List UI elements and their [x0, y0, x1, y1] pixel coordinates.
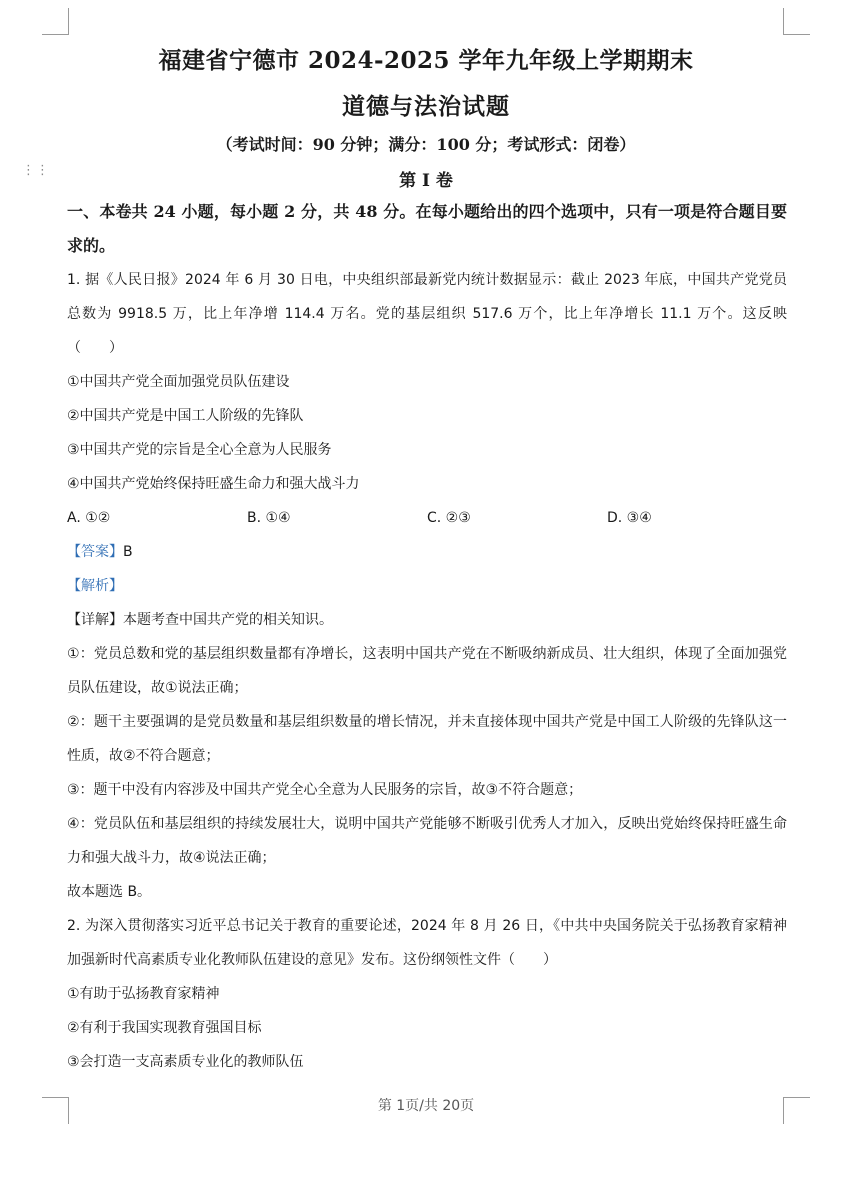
q1-statement-2: ②中国共产党是中国工人阶级的先锋队 [67, 408, 304, 424]
q1-option-c: C. ②③ [427, 510, 471, 526]
volume-heading: 第 I 卷 [399, 171, 453, 191]
q1-conclusion: 故本题选 B。 [67, 884, 152, 900]
crop-mark-top-right [783, 8, 810, 35]
q2-statement-1: ①有助于弘扬教育家精神 [67, 986, 220, 1002]
q1-statement-1: ①中国共产党全面加强党员队伍建设 [67, 374, 290, 390]
question-1-stem: 1. 据《人民日报》2024 年 6 月 30 日电，中央组织部最新党内统计数据显示：截止 2023 年底，中国共产党党员总数为 9918.5 万，比上年净增 114.4 万名。党的基层组织 517.6 万个，比上年净增长 11.1 万个。这反映（ ） [67, 272, 787, 356]
answer-tag: 【答案】 [67, 544, 123, 560]
q2-statement-3: ③会打造一支高素质专业化的教师队伍 [67, 1054, 304, 1070]
q1-statement-4: ④中国共产党始终保持旺盛生命力和强大战斗力 [67, 476, 360, 492]
detail-tag: 【详解】 [67, 612, 123, 628]
detail-intro: 本题考查中国共产党的相关知识。 [123, 612, 333, 628]
q1-options [67, 501, 787, 535]
page-title: 福建省宁德市 2024-2025 学年九年级上学期期末 [158, 47, 694, 74]
q1-detail [67, 603, 787, 637]
q1-option-d: D. ③④ [607, 510, 652, 526]
drag-handle-icon[interactable]: ⋮⋮ [22, 163, 50, 178]
q1-option-a: A. ①② [67, 510, 111, 526]
analysis-tag: 【解析】 [67, 578, 123, 594]
question-2-stem: 2. 为深入贯彻落实习近平总书记关于教育的重要论述，2024 年 8 月 26 日，《中共中央国务院关于弘扬教育家精神加强新时代高素质专业化教师队伍建设的意见》发布。这份纲领性文件（ ） [67, 918, 787, 968]
q1-analysis [67, 569, 787, 603]
q2-statement-2: ②有利于我国实现教育强国目标 [67, 1020, 262, 1036]
document-body [67, 195, 787, 1079]
q1-explanation-2: ②：题干主要强调的是党员数量和基层组织数量的增长情况，并未直接体现中国共产党是中国工人阶级的先锋队这一性质，故②不符合题意； [67, 714, 787, 764]
answer-value: B [123, 544, 133, 560]
exam-info: （考试时间：90 分钟；满分：100 分；考试形式：闭卷） [216, 135, 636, 154]
q1-statement-3: ③中国共产党的宗旨是全心全意为人民服务 [67, 442, 332, 458]
q1-option-b: B. ①④ [247, 510, 291, 526]
crop-mark-top-left [42, 8, 69, 35]
q1-explanation-4: ④：党员队伍和基层组织的持续发展壮大，说明中国共产党能够不断吸引优秀人才加入，反映出党始终保持旺盛生命力和强大战斗力，故④说法正确； [67, 816, 787, 866]
q1-explanation-3: ③：题干中没有内容涉及中国共产党全心全意为人民服务的宗旨，故③不符合题意； [67, 782, 583, 798]
q1-explanation-1: ①：党员总数和党的基层组织数量都有净增长，这表明中国共产党在不断吸纳新成员、壮大组织，体现了全面加强党员队伍建设，故①说法正确； [67, 646, 787, 696]
q1-answer [67, 535, 787, 569]
section-heading: 一、本卷共 24 小题，每小题 2 分，共 48 分。在每小题给出的四个选项中，只有一项是符合题目要求的。 [67, 202, 787, 255]
page-number: 第 1页/共 20页 [377, 1098, 475, 1114]
page-subtitle: 道德与法治试题 [342, 93, 510, 120]
